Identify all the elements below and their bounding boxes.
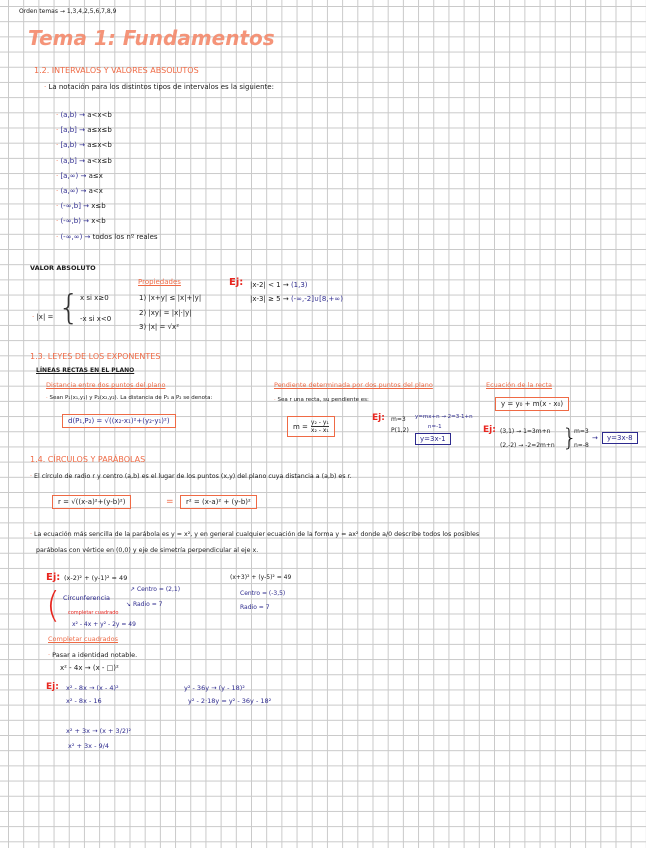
- abs-example-1: |x-2| < 1 → (1,3): [250, 281, 308, 289]
- ex-result: y=3x-1: [415, 433, 451, 445]
- prop-1: 1) |x+y| ≤ |x|+|y|: [139, 294, 202, 302]
- section-heading: 1.3. LEYES DE LOS EXPONENTES: [30, 352, 161, 361]
- parabola-line-1: · La ecuación más sencilla de la parábola es y = x², y en general cualquier ecuación de la forma y = ax² donde a/0 describe todos los posibles: [30, 531, 480, 538]
- cc-line-3: x² - 8x - 16: [66, 697, 102, 705]
- abs-case-1: x si x≥0: [80, 294, 109, 302]
- ex2-sol-m: m=3: [574, 428, 589, 435]
- circle-radius: ↘ Radio = 7: [126, 601, 163, 608]
- ex2-line-1: (3,1) → 1=3m+n: [500, 428, 551, 435]
- interval-item: · (a,b] → a<x≤b: [56, 156, 112, 165]
- cc-line-5: y² - 2·18y = y² - 36y - 18²: [188, 697, 272, 705]
- ex2-sol-n: n=-8: [574, 442, 589, 449]
- interval-item: · (a,∞) → a<x: [56, 187, 103, 195]
- circle2-center: Centro = (-3,5): [240, 590, 286, 597]
- intro-label: La notación para los distintos tipos de intervalos es la siguiente:: [48, 83, 274, 91]
- slope-text: · Sea r una recta, su pendiente es:: [274, 397, 369, 403]
- line-eq-formula: y = y₀ + m(x - x₀): [495, 397, 569, 411]
- circle-expanded: x² - 4x + y² - 2y = 49: [72, 621, 136, 628]
- abs-lhs: · |x| =: [32, 313, 54, 321]
- interval-item: · [a,b) → a≤x<b: [56, 141, 112, 150]
- distance-text: · Sean P₁(x₁,y₁) y P₂(x₂,y₂). La distancia de P₁ a P₂ se denota:: [46, 395, 213, 401]
- interval-item: · (-∞,b) → x<b: [56, 217, 106, 226]
- ej-label: Ej:: [229, 277, 244, 288]
- circle-example-eq: (x-2)² + (y-1)² = 49: [64, 574, 128, 582]
- line-eq-title: Ecuación de la recta: [486, 381, 553, 389]
- circle-formula-2: r² = (x-a)² + (y-b)²: [180, 495, 257, 509]
- abs-heading: VALOR ABSOLUTO: [30, 264, 96, 272]
- slope-formula: m = $\frac{\text{y₂ - y₁}}{\text{x₂ - x₁}}$: [287, 416, 335, 437]
- ej-label: Ej:: [46, 682, 59, 692]
- cc-line-7: x² + 3x - 9/4: [68, 742, 109, 750]
- ej-label: Ej:: [46, 572, 61, 583]
- abs-case-2: -x si x<0: [80, 315, 112, 323]
- circle-center: ↗ Centro = (2,1): [130, 586, 181, 593]
- bracket-icon: (: [46, 585, 61, 626]
- circle2-eq: (x+3)² + (y-5)² = 49: [230, 574, 292, 581]
- subheading: LÍNEAS RECTAS EN EL PLANO: [36, 367, 135, 374]
- complete-square-note: completar cuadrado: [68, 610, 119, 616]
- section-heading: 1.2. INTERVALOS Y VALORES ABSOLUTOS: [34, 66, 199, 75]
- interval-item: · [a,∞) → a≤x: [56, 171, 103, 180]
- ex2-line-2: (2,-2) → -2=2m+n: [500, 442, 555, 449]
- ex-n: n=-1: [428, 424, 442, 430]
- section-heading: 1.4. CÍRCULOS Y PARÁBOLAS: [30, 455, 146, 464]
- prop-3: 3) |x| = √x²: [139, 323, 179, 331]
- interval-item: · (-∞,∞) → todos los nº reales: [56, 232, 158, 241]
- parabola-line-2: parábolas con vértice en (0,0) y eje de simetría perpendicular al eje x.: [36, 547, 259, 554]
- cc-line-6: x² + 3x → (x + 3/2)²: [66, 727, 132, 735]
- ex-equation: y=mx+n → 2=3·1+n: [415, 414, 473, 420]
- circle-formula-1: r = √((x-a)²+(y-b)²): [52, 495, 131, 509]
- interval-item: · [a,b] → a≤x≤b: [56, 126, 112, 135]
- circle2-radius: Radio = 7: [240, 604, 270, 611]
- abs-example-2: |x-3| ≥ 5 → (-∞,-2]∪[8,+∞): [250, 295, 343, 303]
- page-title: Tema 1: Fundamentos: [28, 26, 275, 50]
- distance-title: Distancia entre dos puntos del plano: [46, 381, 166, 389]
- ex-point: P(1,2): [391, 427, 409, 434]
- arrow-icon: →: [592, 434, 598, 442]
- interval-item: · (-∞,b] → x≤b: [56, 202, 106, 211]
- ex2-result: y=3x-8: [602, 432, 638, 444]
- ej-label: Ej:: [372, 413, 385, 423]
- brace-icon: }: [562, 424, 578, 452]
- slope-title: Pendiente determinada por dos puntos del plano: [274, 381, 433, 389]
- distance-formula: d(P₁,P₂) = √((x₂-x₁)²+(y₂-y₁)²): [62, 414, 176, 428]
- cc-line-4: y² - 36y → (y - 18)²: [184, 684, 245, 692]
- cc-line-2: x² - 8x → (x - 4)²: [66, 684, 119, 692]
- interval-item: · (a,b) → a<x<b: [56, 111, 112, 119]
- equals-sign: =: [166, 497, 174, 507]
- intro-text: · La notación para los distintos tipos de intervalos es la siguiente:: [44, 83, 274, 91]
- cc-line-1: x² - 4x → (x - □)²: [60, 664, 119, 672]
- circle-text: · El círculo de radio r y centro (a,b) es el lugar de los puntos (x,y) del plano cuya distancia a (a,b) es r.: [30, 473, 352, 480]
- complete-squares-text: · Pasar a identidad notable.: [48, 651, 138, 659]
- topic-order: Orden temas → 1,3,4,2,5,6,7,8,9: [19, 8, 117, 15]
- props-title: Propiedades: [138, 278, 181, 286]
- circle-label: Circunferencia: [63, 594, 110, 602]
- complete-squares-title: Completar cuadrados: [48, 635, 118, 643]
- ej-label: Ej:: [483, 425, 496, 435]
- brace-icon: {: [58, 288, 80, 328]
- ex-m: m=3: [391, 416, 406, 423]
- prop-2: 2) |xy| = |x|·|y|: [139, 309, 192, 317]
